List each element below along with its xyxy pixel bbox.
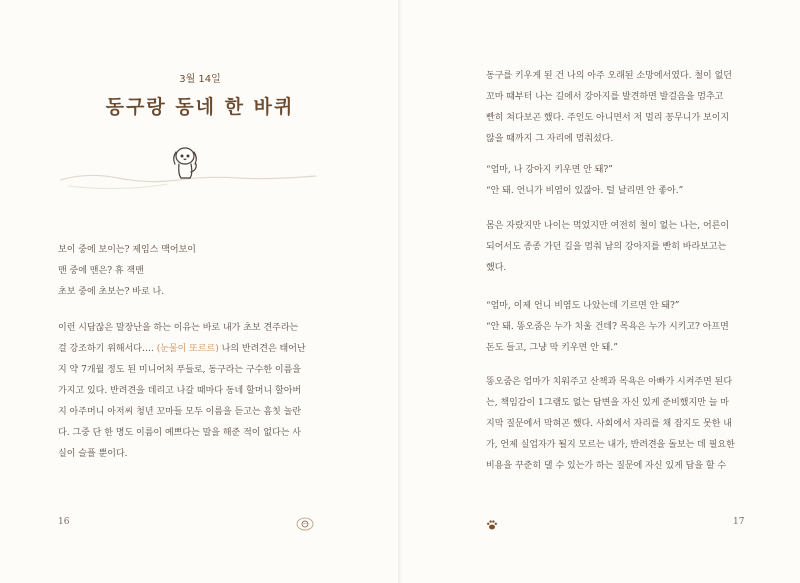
body-line: 가지고 있다. 반려견을 데리고 나갈 때마다 동네 할머니 할아버 xyxy=(58,386,302,396)
body-line: 꼬마 때부터 나는 길에서 강아지를 발견하면 발걸음을 멈추고 xyxy=(486,92,724,102)
page-number-right: 17 xyxy=(733,517,745,527)
dialogue-line: “엄마, 나 강아지 키우면 안 돼?” xyxy=(486,165,613,175)
intro-line: 맨 중에 맨은? 휴 잭맨 xyxy=(58,266,144,276)
right-paragraph-2 xyxy=(486,216,729,279)
dialogue-line: 돈도 들고, 그냥 막 키우면 안 돼.” xyxy=(486,343,618,353)
intro-block xyxy=(58,240,196,303)
dog-illustration xyxy=(58,140,318,200)
highlight-text: (눈물이 또르르) xyxy=(156,344,219,354)
page-number-left: 16 xyxy=(58,517,70,527)
body-line: 다. 그중 단 한 명도 이름이 예쁘다는 말을 해준 적이 없다는 사 xyxy=(58,428,301,438)
body-line: 몸은 자랐지만 나이는 먹었지만 여전히 철이 없는 나는, 어른이 xyxy=(486,221,730,231)
dialogue-line: “엄마, 이제 언니 비염도 나았는데 기르면 안 돼?” xyxy=(486,301,680,311)
body-line: 했다. xyxy=(486,263,507,273)
body-line: 빤히 쳐다보곤 했다. 주인도 아니면서 저 멀리 꽁무니가 보이지 xyxy=(486,113,730,123)
right-dialogue-2 xyxy=(486,296,729,359)
body-line: 지 아주머니 아저씨 청년 꼬마들 모두 이름을 듣고는 흠칫 놀란 xyxy=(58,407,302,417)
body-line: 않을 때까지 그 자리에 멈춰섰다. xyxy=(486,134,614,144)
body-line: 되어서도 종종 가던 길을 멈춰 남의 강아지를 빤히 바라보고는 xyxy=(486,242,727,252)
intro-line: 초보 중에 초보는? 바로 나. xyxy=(58,287,165,297)
puppy-badge-icon xyxy=(296,517,314,531)
body-line: 는, 책임감이 1그램도 없는 답변을 자신 있게 준비했지만 늘 마 xyxy=(486,398,729,408)
body-line: 가, 언제 실업자가 될지 모르는 내가, 반려견을 돌보는 데 필요한 xyxy=(486,440,735,450)
body-line: 실이 슬플 뿐이다. xyxy=(58,449,128,459)
dialogue-line: “안 돼. 언니가 비염이 있잖아. 털 날리면 안 좋아.” xyxy=(486,186,684,196)
body-line: 지 약 7개월 정도 된 미니어처 푸들로, 동구라는 구수한 이름을 xyxy=(58,365,301,375)
right-paragraph-1 xyxy=(486,66,732,150)
right-paragraph-3 xyxy=(486,372,735,477)
dialogue-line: “안 돼. 똥오줌은 누가 치울 건데? 목욕은 누가 시키고? 아프면 xyxy=(486,322,729,332)
paw-icon xyxy=(486,519,498,531)
right-page xyxy=(400,0,800,583)
body-line: 걸 강조하기 위해서다…. (눈물이 또르르) 나의 반려견은 태어난 xyxy=(58,344,306,354)
entry-date: 3월 14일 xyxy=(179,74,221,85)
right-dialogue-1 xyxy=(486,160,683,202)
intro-line: 보이 중에 보이는? 제임스 맥어보이 xyxy=(58,245,196,255)
puppy-icon xyxy=(174,148,197,178)
body-line: 똥오줌은 엄마가 치워주고 산책과 목욕은 아빠가 시켜주면 된다 xyxy=(486,377,733,387)
body-line: 동구를 키우게 된 건 나의 아주 오래된 소망에서였다. 철이 없던 xyxy=(486,71,732,81)
body-line: 지막 질문에서 막혀곤 했다. 사회에서 자리를 채 잡지도 못한 내 xyxy=(486,419,732,429)
body-line: 비용을 꾸준히 댈 수 있는가 하는 질문에 자신 있게 답을 할 수 xyxy=(486,461,727,471)
body-paragraph xyxy=(58,318,306,465)
body-line: 이런 시답잖은 말장난을 하는 이유는 바로 내가 초보 견주라는 xyxy=(58,323,299,333)
chapter-title: 동구랑 동네 한 바퀴 xyxy=(105,96,295,118)
